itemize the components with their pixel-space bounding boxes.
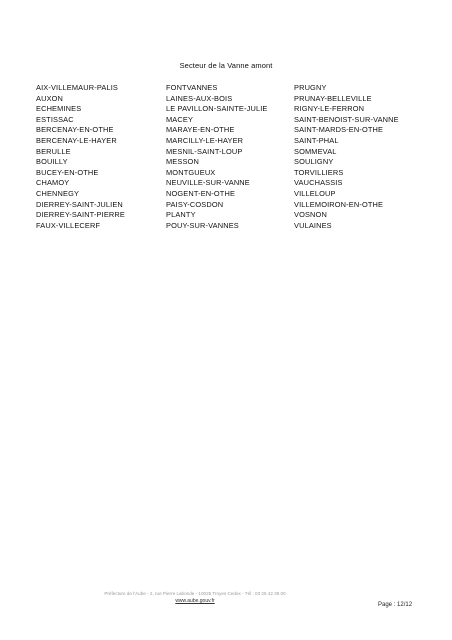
page-title: Secteur de la Vanne amont bbox=[179, 61, 273, 70]
commune-name: LE PAVILLON-SAINTE-JULIE bbox=[166, 104, 268, 114]
commune-name: BOUILLY bbox=[36, 157, 68, 167]
commune-name: BERCENAY-EN-OTHE bbox=[36, 125, 114, 135]
commune-column-2 bbox=[166, 83, 268, 231]
commune-name: SAINT-BENOIST-SUR-VANNE bbox=[294, 114, 399, 124]
commune-name: PAISY-COSDON bbox=[166, 199, 224, 209]
commune-name: AIX-VILLEMAUR-PALIS bbox=[36, 83, 118, 92]
commune-name: FONTVANNES bbox=[166, 83, 218, 92]
commune-name: DIERREY-SAINT-JULIEN bbox=[36, 199, 123, 209]
page-number: Page : 12/12 bbox=[378, 602, 413, 608]
commune-name: MACEY bbox=[166, 114, 194, 124]
commune-name: PRUGNY bbox=[294, 83, 327, 92]
commune-name: VILLEMOIRON-EN-OTHE bbox=[294, 199, 384, 209]
commune-name: TORVILLIERS bbox=[294, 167, 344, 177]
commune-name: FAUX-VILLECERF bbox=[36, 220, 101, 230]
commune-name: AUXON bbox=[36, 93, 64, 103]
commune-name: LAINES-AUX-BOIS bbox=[166, 93, 233, 103]
commune-name: VOSNON bbox=[294, 210, 327, 220]
commune-name: PRUNAY-BELLEVILLE bbox=[294, 93, 372, 103]
commune-name: POUY-SUR-VANNES bbox=[166, 220, 239, 230]
commune-column-3 bbox=[294, 83, 399, 231]
commune-name: MESSON bbox=[166, 157, 199, 167]
commune-name: ESTISSAC bbox=[36, 114, 74, 124]
commune-name: RIGNY-LE-FERRON bbox=[294, 104, 365, 114]
commune-name: BERCENAY-LE-HAYER bbox=[36, 135, 117, 145]
commune-name: BERULLE bbox=[36, 146, 71, 156]
commune-name: VULAINES bbox=[294, 220, 332, 230]
commune-name: MARCILLY-LE-HAYER bbox=[166, 135, 244, 145]
commune-name: CHAMOY bbox=[36, 178, 70, 188]
commune-name: NEUVILLE-SUR-VANNE bbox=[166, 178, 250, 188]
commune-name: NOGENT-EN-OTHE bbox=[166, 188, 236, 198]
commune-name: SAINT-PHAL bbox=[294, 135, 339, 145]
commune-name: PLANTY bbox=[166, 210, 196, 220]
footer-address: Préfecture de l'Aube - 2, rue Pierre Labonde - 10025 Troyes Cedex - Tél : 03 25 42 35 00 bbox=[104, 591, 286, 596]
commune-name: BUCEY-EN-OTHE bbox=[36, 167, 99, 177]
commune-name: SOULIGNY bbox=[294, 157, 334, 167]
commune-name: CHENNEGY bbox=[36, 188, 80, 198]
commune-name: VAUCHASSIS bbox=[294, 178, 343, 188]
commune-name: DIERREY-SAINT-PIERRE bbox=[36, 210, 125, 220]
commune-name: SAINT-MARDS-EN-OTHE bbox=[294, 125, 384, 135]
commune-name: MONTGUEUX bbox=[166, 167, 216, 177]
commune-name: MESNIL-SAINT-LOUP bbox=[166, 146, 243, 156]
commune-name: ECHEMINES bbox=[36, 104, 82, 114]
commune-name: VILLELOUP bbox=[294, 188, 336, 198]
commune-column-1 bbox=[36, 83, 125, 231]
commune-name: MARAYE-EN-OTHE bbox=[166, 125, 235, 135]
commune-name: SOMMEVAL bbox=[294, 146, 337, 156]
footer-website-link[interactable]: www.aube.gouv.fr bbox=[175, 598, 215, 604]
